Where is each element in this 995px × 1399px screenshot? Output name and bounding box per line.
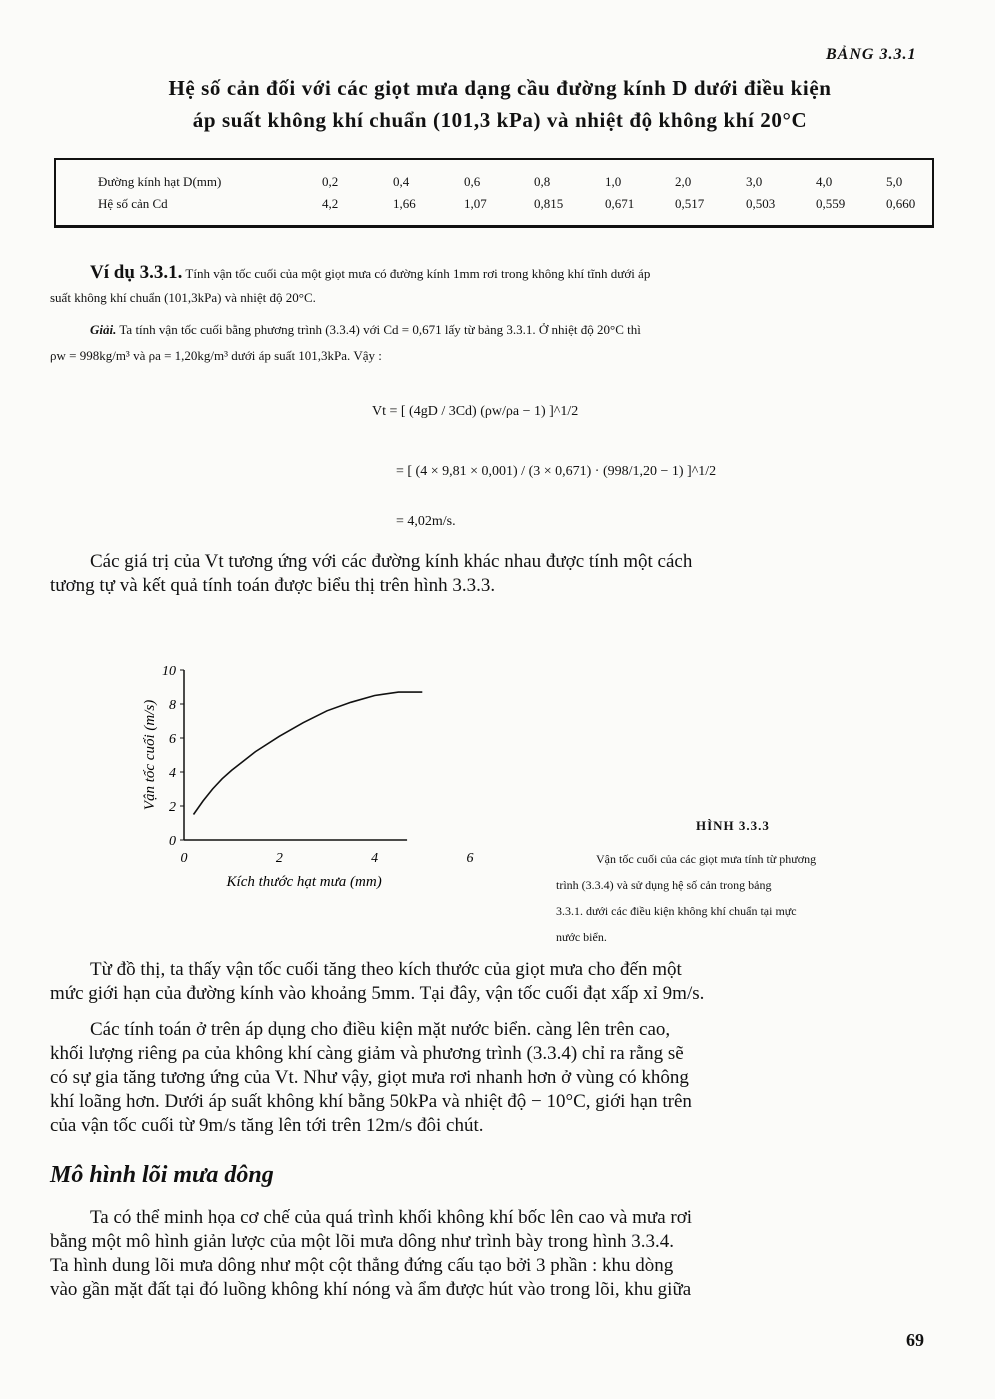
table-cell: 0,8 [534,174,551,189]
table-row-diameter [98,174,928,194]
table-cell: 2,0 [675,174,692,189]
terminal-velocity-chart [120,650,540,900]
y-tick-label: 0 [169,834,176,849]
paragraph-2 [50,958,938,1006]
table-cell: 0,4 [393,174,410,189]
example-line-1 [50,262,938,285]
example-text-1: Tính vận tốc cuối của một giọt mưa có đường kính 1mm rơi trong không khí tĩnh dưới áp [185,266,651,281]
table-cell: 4,0 [816,174,833,189]
paragraph-1 [50,550,938,598]
paragraph-3-line-4: khí loãng hơn. Dưới áp suất không khí bằng 50kPa và nhiệt độ − 10°C, giới hạn trên [50,1091,692,1112]
paragraph-2-line-1: Từ đồ thị, ta thấy vận tốc cuối tăng theo kích thước của giọt mưa cho đến một [90,959,682,980]
paragraph-2-line-2: mức giới hạn của đường kính vào khoảng 5mm. Tại đây, vận tốc cuối đạt xấp xỉ 9m/s. [50,983,705,1004]
page-number: 69 [906,1330,924,1350]
table-cell: 0,6 [464,174,481,189]
caption-line-1: Vận tốc cuối của các giọt mưa tính từ phương [596,852,817,866]
y-tick-label: 8 [169,698,176,713]
table-cell: 0,559 [816,196,846,211]
x-tick-label: 6 [466,851,474,866]
table-title [40,72,960,136]
y-axis-label: Vận tốc cuối (m/s) [142,699,158,811]
caption-line-3: 3.3.1. dưới các điều kiện không khí chuẩn tại mực [556,904,797,918]
paragraph-3-line-1: Các tính toán ở trên áp dụng cho điều kiện mặt nước biển. càng lên trên cao, [90,1019,671,1040]
table-row-coefficient [98,196,928,216]
paragraph-3-line-3: có sự gia tăng tương ứng của Vt. Như vậy, giọt mưa rơi nhanh hơn ở vùng có không [50,1067,689,1088]
table-cell: 1,0 [605,174,622,189]
paragraph-3 [50,1018,938,1138]
caption-line-4: nước biển. [556,930,607,944]
solution-label: Giải. [90,322,117,337]
equation-3: = 4,02m/s. [396,514,456,529]
title-line-2: áp suất không khí chuẩn (101,3 kPa) và nhiệt độ không khí 20°C [192,108,808,132]
figure-caption-title: HÌNH 3.3.3 [696,818,770,833]
table-cell: 4,2 [322,196,339,211]
equation-2: = [ (4 × 9,81 × 0,001) / (3 × 0,671) · (998/1,20 − 1) ]^1/2 [396,464,717,479]
y-tick-label: 4 [169,766,176,781]
table-cell: 0,517 [675,196,705,211]
solution-line-1 [50,317,938,343]
y-tick-label: 2 [169,800,176,815]
paragraph-3-line-5: của vận tốc cuối từ 9m/s tăng lên tới trên 12m/s đôi chút. [50,1115,484,1136]
table-cell: 0,503 [746,196,776,211]
paragraph-1-line-2: tương tự và kết quả tính toán được biểu thị trên hình 3.3.3. [50,575,496,596]
table-cell: 0,2 [322,174,339,189]
x-axis-label: Kích thước hạt mưa (mm) [226,874,382,890]
row-label-diameter: Đường kính hạt D(mm) [98,174,222,189]
solution-text-1: Ta tính vận tốc cuối bằng phương trình (3.3.4) với Cd = 0,671 lấy từ bảng 3.3.1. Ở nhiệt độ 20°C thì [119,322,641,337]
paragraph-4-line-4: vào gần mặt đất tại đó luồng không khí nóng và ẩm được hút vào trong lõi, khu giữa [50,1279,692,1300]
example-label: Ví dụ 3.3.1. [90,262,183,283]
chart-layer [142,664,474,890]
x-tick-label: 2 [275,851,283,866]
velocity-curve [194,692,423,814]
row-label-coefficient: Hệ số cản Cd [98,196,168,211]
example-text-2: suất không khí chuẩn (101,3kPa) và nhiệt độ 20°C. [50,290,316,305]
section-heading: Mô hình lõi mưa dông [50,1162,274,1188]
x-tick-label: 0 [180,851,188,866]
solution-text-2: ρw = 998kg/m³ và ρa = 1,20kg/m³ dưới áp suất 101,3kPa. Vậy : [50,348,382,363]
paragraph-4-line-2: bằng một mô hình giản lược của một lõi mưa dông như trình bày trong hình 3.3.4. [50,1231,675,1252]
table-cell: 5,0 [886,174,903,189]
example-block [50,262,938,369]
table-cell: 1,07 [464,196,487,211]
paragraph-3-line-2: khối lượng riêng ρa của không khí càng giảm và phương trình (3.3.4) chỉ ra rằng sẽ [50,1043,684,1064]
caption-line-2: trình (3.3.4) và sử dụng hệ số cản trong bảng [556,878,772,892]
figure-caption [556,846,938,950]
paragraph-1-line-1: Các giá trị của Vt tương ứng với các đường kính khác nhau được tính một cách [90,551,693,572]
y-tick-label: 10 [162,664,176,679]
table-label: BẢNG 3.3.1 [826,46,917,63]
title-line-1: Hệ số cản đối với các giọt mưa dạng cầu đường kính D dưới điều kiện [168,76,832,100]
paragraph-4-line-3: Ta hình dung lõi mưa dông như một cột thẳng đứng cấu tạo bởi 3 phần : khu dòng [50,1255,674,1276]
table-cell: 3,0 [746,174,763,189]
table-cell: 0,815 [534,196,564,211]
x-tick-label: 4 [371,851,379,866]
y-tick-label: 6 [169,732,176,747]
table-cell: 0,660 [886,196,916,211]
equation-1: Vt = [ (4gD / 3Cd) (ρw/ρa − 1) ]^1/2 [372,404,579,419]
table-cell: 0,671 [605,196,635,211]
paragraph-4 [50,1206,938,1302]
table-cell: 1,66 [393,196,416,211]
drag-coefficient-table [54,158,934,228]
paragraph-4-line-1: Ta có thể minh họa cơ chế của quá trình khối không khí bốc lên cao và mưa rơi [90,1207,693,1228]
